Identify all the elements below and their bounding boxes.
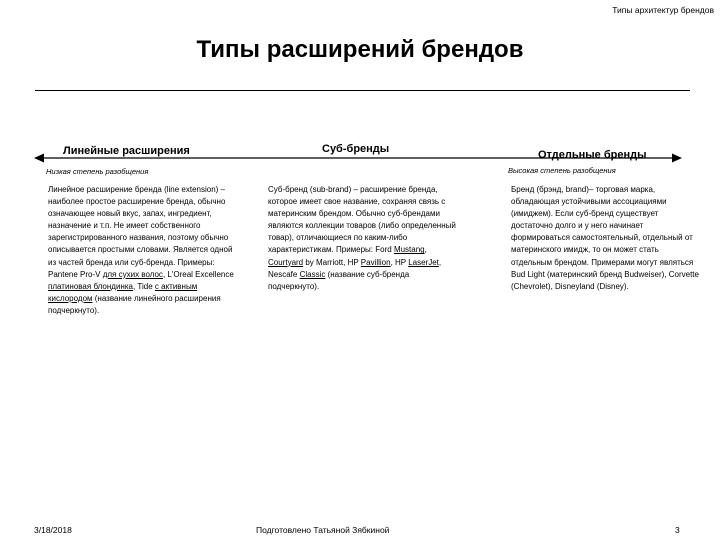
example-underline: платиновая блондинка — [48, 281, 133, 291]
axis-label-high: Высокая степень разобщения — [508, 166, 616, 175]
example-underline: LaserJet — [408, 257, 439, 267]
header-note: Типы архитектур брендов — [612, 5, 714, 15]
title-divider — [35, 90, 690, 91]
double-arrow-axis — [34, 152, 682, 164]
page-title: Типы расширений брендов — [196, 36, 524, 63]
example-underline: Courtyard — [268, 257, 304, 267]
example-underline: для сухих волос — [102, 269, 163, 279]
separate-brands-description: Бренд (брэнд, brand)– торговая марка, обладающая устойчивыми ассоциациями (имиджем). Если суб-бренд существует достаточно долго и у него начинает формироваться самостоятельный, отдельный от материнского имидж, то он может стать отдельным брендом. Примерами могут являться Bud Light (материнский бренд Budweiser), Corvette (Chevrolet), Disneyland (Disney). — [511, 185, 699, 291]
footer-author: Подготовлено Татьяной Зябкиной — [256, 525, 390, 535]
line-extensions-description: Линейное расширение бренда (line extension) – наиболее простое расширение бренда, обычно означающее новый вкус, запах, ингредиент, назначение и т.п. Не имеет собственного зарегистрированного названия, поэтому обычно описывается простыми словами. Является одной из частей бренда или суб-бренда. Примеры: Pantene Pro-V для сухих волос, L'Oreal Excellence платиновая блондинка, Tide с активным кислородом (название линейного расширения подчеркнуто). — [48, 185, 234, 315]
sub-brands-description: Суб-бренд (sub-brand) – расширение бренда, которое имеет свое название, сохраняя связь с материнским брендом. Обычно суб-брендами являются коллекции товаров (либо определенный товар), отличающиеся по каким-либо характеристикам. Примеры: Ford Mustang, Courtyard by Marriott, HP Pavillion, HP LaserJet, Nescafe Classic (название суб-бренда подчеркнуто). — [268, 185, 456, 291]
footer-date: 3/18/2018 — [34, 525, 72, 535]
example-underline: Pavillion — [360, 257, 391, 267]
example-underline: Classic — [299, 269, 326, 279]
heading-line-extensions: Линейные расширения — [63, 145, 190, 157]
arrow-left-icon — [34, 154, 44, 163]
heading-sub-brands: Суб-бренды — [322, 143, 390, 155]
example-underline: Mustang — [393, 245, 425, 255]
axis-label-low: Низкая степень разобщения — [46, 167, 149, 176]
example-underline: с активным кислородом — [48, 281, 198, 303]
heading-separate-brands: Отдельные бренды — [538, 149, 647, 161]
page-number: 3 — [675, 525, 680, 535]
arrow-right-icon — [672, 154, 682, 163]
